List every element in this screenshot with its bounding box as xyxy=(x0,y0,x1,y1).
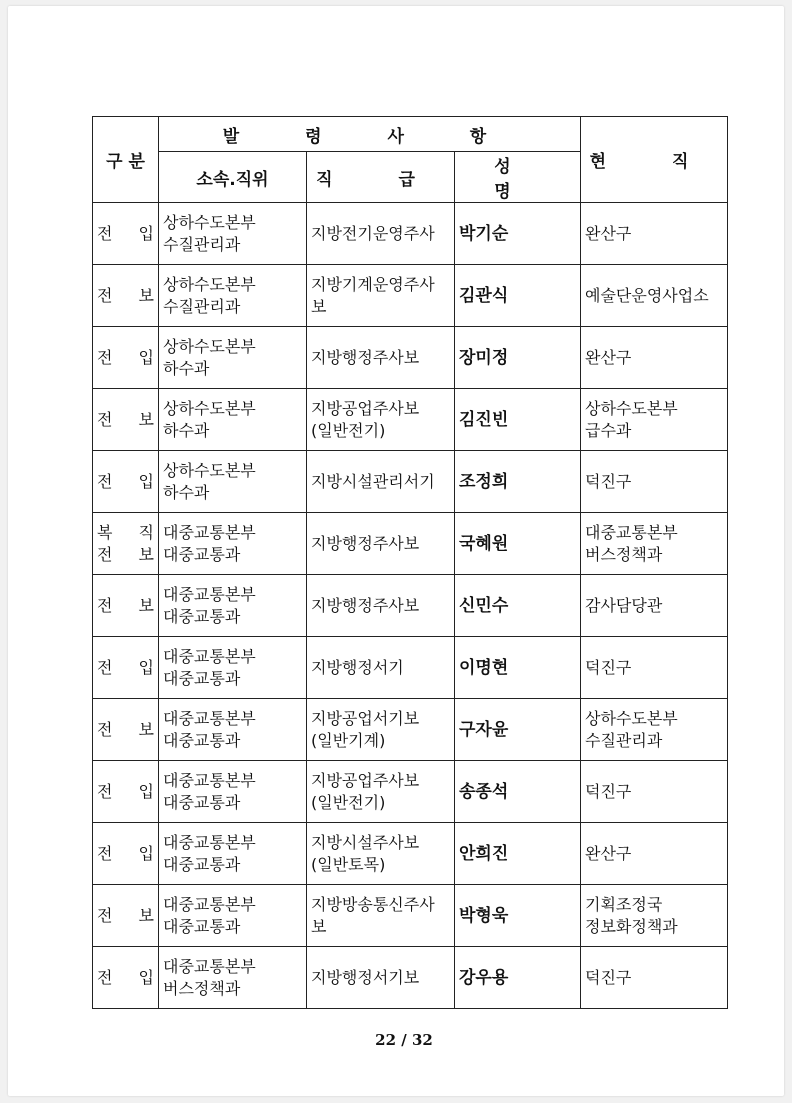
cell-type xyxy=(93,513,159,575)
cell-current xyxy=(581,327,728,389)
cell-name xyxy=(455,327,581,389)
cell-name xyxy=(455,823,581,885)
cell-grade-line: 지방공업주사보 xyxy=(311,398,420,418)
cell-current xyxy=(581,699,728,761)
cell-dept xyxy=(159,203,307,265)
cell-grade-line: 지방시설관리서기 xyxy=(311,471,435,491)
cell-current-line: 덕진구 xyxy=(585,967,632,987)
cell-dept-line: 대중교통본부 xyxy=(163,708,256,728)
cell-current xyxy=(581,947,728,1009)
cell-type-line: 전 보 xyxy=(97,409,154,429)
cell-current-line: 급수과 xyxy=(585,420,632,440)
cell-type-line: 전 보 xyxy=(97,285,154,305)
cell-type-line: 전 입 xyxy=(97,657,154,677)
cell-current-line: 완산구 xyxy=(585,223,632,243)
cell-current-line: 상하수도본부 xyxy=(585,708,678,728)
cell-dept-line: 버스정책과 xyxy=(163,978,241,998)
cell-dept-line: 대중교통본부 xyxy=(163,956,256,976)
cell-current xyxy=(581,823,728,885)
cell-type-line: 전 보 xyxy=(97,905,154,925)
cell-dept-line: 대중교통과 xyxy=(163,916,241,936)
cell-grade-line: 지방시설주사보 xyxy=(311,832,420,852)
table-row xyxy=(93,637,728,699)
cell-dept xyxy=(159,699,307,761)
cell-type-line: 전 입 xyxy=(97,967,154,987)
cell-grade-line: 지방행정주사보 xyxy=(311,533,420,553)
cell-grade xyxy=(307,947,455,1009)
table-row xyxy=(93,451,728,513)
personnel-table xyxy=(92,116,728,1009)
header-name: 성 명 xyxy=(455,152,581,203)
cell-grade-line: (일반토목) xyxy=(311,854,386,874)
cell-grade-line: 지방행정서기보 xyxy=(311,967,420,987)
cell-type xyxy=(93,947,159,1009)
cell-current-line: 대중교통본부 xyxy=(585,522,678,542)
cell-name xyxy=(455,513,581,575)
cell-grade xyxy=(307,451,455,513)
cell-dept-line: 대중교통본부 xyxy=(163,646,256,666)
cell-dept-line: 상하수도본부 xyxy=(163,212,256,232)
cell-dept-line: 대중교통과 xyxy=(163,730,241,750)
table-row xyxy=(93,575,728,637)
table-row xyxy=(93,885,728,947)
cell-type xyxy=(93,885,159,947)
cell-type-line: 전 보 xyxy=(97,595,154,615)
cell-dept-line: 대중교통과 xyxy=(163,854,241,874)
cell-dept-line: 하수과 xyxy=(163,482,210,502)
cell-type-line: 전 입 xyxy=(97,347,154,367)
cell-type xyxy=(93,327,159,389)
header-current: 현 직 xyxy=(581,117,728,203)
cell-type-line: 전 보 xyxy=(97,544,154,564)
cell-dept-line: 하수과 xyxy=(163,420,210,440)
cell-dept xyxy=(159,575,307,637)
cell-grade xyxy=(307,885,455,947)
cell-type xyxy=(93,451,159,513)
cell-current-line: 덕진구 xyxy=(585,781,632,801)
cell-dept xyxy=(159,451,307,513)
cell-dept-line: 대중교통과 xyxy=(163,792,241,812)
cell-name xyxy=(455,885,581,947)
cell-grade xyxy=(307,203,455,265)
cell-current-line: 정보화정책과 xyxy=(585,916,678,936)
table-row xyxy=(93,699,728,761)
cell-grade xyxy=(307,513,455,575)
cell-current-line: 완산구 xyxy=(585,347,632,367)
cell-type-line: 전 입 xyxy=(97,781,154,801)
cell-name xyxy=(455,947,581,1009)
cell-dept-line: 수질관리과 xyxy=(163,296,241,316)
cell-name xyxy=(455,637,581,699)
person-name: 구자윤 xyxy=(459,719,509,740)
cell-grade-line: 지방기계운영주사보 xyxy=(311,274,435,316)
cell-type xyxy=(93,389,159,451)
cell-current xyxy=(581,575,728,637)
cell-name xyxy=(455,265,581,327)
cell-dept-line: 대중교통과 xyxy=(163,606,241,626)
cell-dept xyxy=(159,823,307,885)
header-order: 발 령 사 항 xyxy=(159,117,581,152)
cell-grade xyxy=(307,575,455,637)
cell-dept xyxy=(159,327,307,389)
cell-name xyxy=(455,203,581,265)
cell-dept-line: 대중교통본부 xyxy=(163,832,256,852)
cell-type-line: 복 직 xyxy=(97,522,154,542)
header-gubun: 구 분 xyxy=(93,117,159,203)
cell-name xyxy=(455,761,581,823)
table-row xyxy=(93,947,728,1009)
cell-grade xyxy=(307,823,455,885)
header-row-1 xyxy=(93,117,728,152)
cell-grade-line: (일반전기) xyxy=(311,792,386,812)
cell-grade xyxy=(307,389,455,451)
cell-dept-line: 대중교통본부 xyxy=(163,522,256,542)
cell-type xyxy=(93,265,159,327)
cell-current xyxy=(581,761,728,823)
cell-current xyxy=(581,637,728,699)
cell-current-line: 기획조정국 xyxy=(585,894,663,914)
cell-type xyxy=(93,699,159,761)
cell-type xyxy=(93,575,159,637)
cell-grade xyxy=(307,265,455,327)
cell-dept-line: 상하수도본부 xyxy=(163,336,256,356)
cell-name xyxy=(455,699,581,761)
cell-dept-line: 대중교통본부 xyxy=(163,894,256,914)
cell-grade xyxy=(307,699,455,761)
cell-grade-line: (일반전기) xyxy=(311,420,386,440)
table-row xyxy=(93,389,728,451)
person-name: 신민수 xyxy=(459,595,509,616)
cell-type-line: 전 입 xyxy=(97,843,154,863)
person-name: 이명현 xyxy=(459,657,509,678)
cell-name xyxy=(455,575,581,637)
cell-name xyxy=(455,451,581,513)
cell-type xyxy=(93,637,159,699)
cell-current-line: 완산구 xyxy=(585,843,632,863)
cell-dept-line: 대중교통본부 xyxy=(163,770,256,790)
cell-current-line: 감사담당관 xyxy=(585,595,663,615)
cell-current xyxy=(581,265,728,327)
cell-dept-line: 상하수도본부 xyxy=(163,274,256,294)
person-name: 김진빈 xyxy=(459,409,509,430)
cell-current-line: 덕진구 xyxy=(585,471,632,491)
cell-grade-line: 지방행정서기 xyxy=(311,657,404,677)
person-name: 강우용 xyxy=(459,967,509,988)
cell-grade-line: 지방공업주사보 xyxy=(311,770,420,790)
cell-dept xyxy=(159,885,307,947)
cell-type-line: 전 입 xyxy=(97,471,154,491)
cell-current xyxy=(581,513,728,575)
person-name: 조정희 xyxy=(459,471,509,492)
cell-current xyxy=(581,389,728,451)
cell-current xyxy=(581,451,728,513)
cell-current-line: 수질관리과 xyxy=(585,730,663,750)
cell-current-line: 버스정책과 xyxy=(585,544,663,564)
cell-current xyxy=(581,885,728,947)
table-row xyxy=(93,761,728,823)
cell-dept-line: 대중교통본부 xyxy=(163,584,256,604)
cell-grade-line: 지방전기운영주사 xyxy=(311,223,435,243)
table-row xyxy=(93,513,728,575)
cell-grade-line: (일반기계) xyxy=(311,730,386,750)
cell-grade-line: 지방행정주사보 xyxy=(311,347,420,367)
cell-dept-line: 대중교통과 xyxy=(163,544,241,564)
page-number: 22 / 32 xyxy=(375,1031,433,1049)
cell-name xyxy=(455,389,581,451)
cell-current xyxy=(581,203,728,265)
header-grade: 직 급 xyxy=(307,152,455,203)
cell-dept xyxy=(159,513,307,575)
cell-dept-line: 하수과 xyxy=(163,358,210,378)
cell-type-line: 전 보 xyxy=(97,719,154,739)
cell-grade xyxy=(307,761,455,823)
cell-grade-line: 지방행정주사보 xyxy=(311,595,420,615)
cell-current-line: 덕진구 xyxy=(585,657,632,677)
cell-dept-line: 상하수도본부 xyxy=(163,398,256,418)
cell-dept-line: 대중교통과 xyxy=(163,668,241,688)
table-row xyxy=(93,203,728,265)
cell-dept xyxy=(159,761,307,823)
cell-type xyxy=(93,203,159,265)
table-row xyxy=(93,327,728,389)
cell-grade xyxy=(307,327,455,389)
cell-dept xyxy=(159,637,307,699)
document-page xyxy=(8,6,784,1096)
person-name: 박형욱 xyxy=(459,905,509,926)
cell-type-line: 전 입 xyxy=(97,223,154,243)
cell-dept-line: 수질관리과 xyxy=(163,234,241,254)
cell-type xyxy=(93,761,159,823)
person-name: 박기순 xyxy=(459,223,509,244)
person-name: 국혜원 xyxy=(459,533,509,554)
cell-type xyxy=(93,823,159,885)
cell-current-line: 상하수도본부 xyxy=(585,398,678,418)
person-name: 김관식 xyxy=(459,285,509,306)
cell-dept xyxy=(159,265,307,327)
person-name: 안희진 xyxy=(459,843,509,864)
table-row xyxy=(93,823,728,885)
person-name: 장미정 xyxy=(459,347,509,368)
cell-current-line: 예술단운영사업소 xyxy=(585,285,709,305)
cell-dept xyxy=(159,389,307,451)
cell-dept-line: 상하수도본부 xyxy=(163,460,256,480)
person-name: 송종석 xyxy=(459,781,509,802)
cell-grade xyxy=(307,637,455,699)
header-affiliation: 소속.직위 xyxy=(159,152,307,203)
cell-grade-line: 지방공업서기보 xyxy=(311,708,420,728)
table-row xyxy=(93,265,728,327)
cell-dept xyxy=(159,947,307,1009)
cell-grade-line: 지방방송통신주사보 xyxy=(311,894,435,936)
